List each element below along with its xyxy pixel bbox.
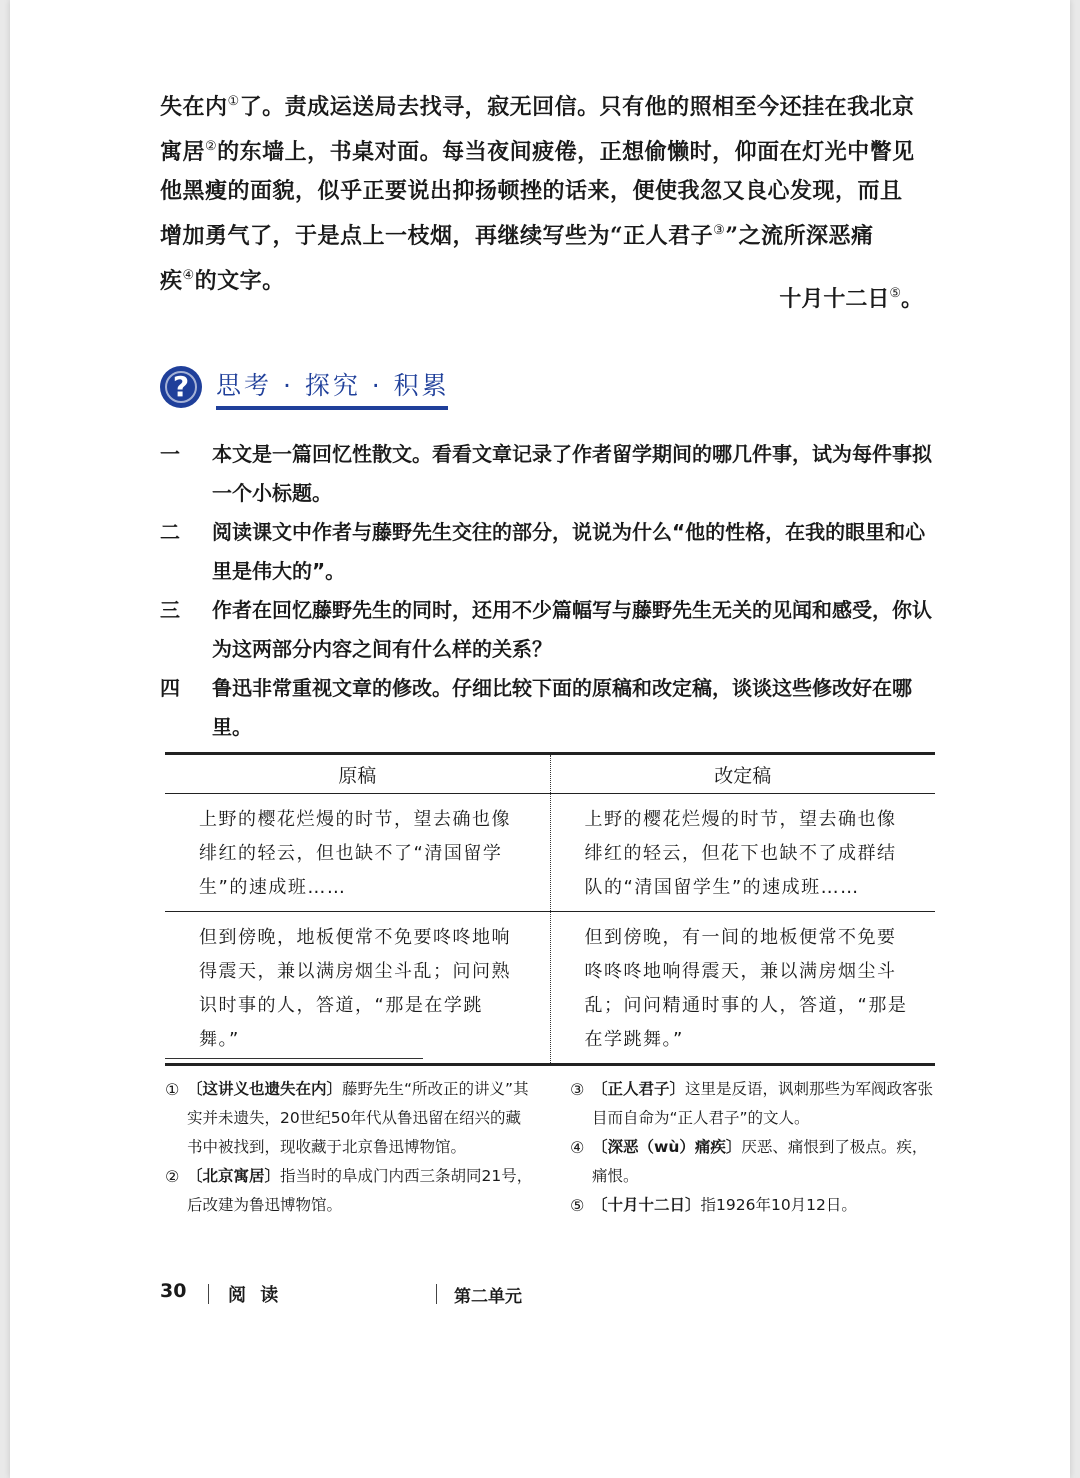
body-line (160, 211, 940, 256)
footnote-text: 厌恶、痛恨到了极点。疾，痛恨。 (592, 1138, 928, 1185)
question-number: 四 (160, 676, 180, 700)
section-header (160, 362, 460, 412)
table-cell-revised: 上野的樱花烂熳的时节，望去确也像绯红的轻云，但花下也缺不了成群结队的“清国留学生”的速成班…… (550, 794, 935, 912)
footnote-mark: ⑤ (570, 1196, 585, 1215)
footnote-item (570, 1075, 942, 1133)
body-line (160, 82, 940, 127)
footnote-mark: ② (165, 1167, 180, 1186)
question-number: 一 (160, 442, 180, 466)
footnote-item (570, 1133, 942, 1191)
table-row (165, 912, 935, 1065)
table-cell-original: 但到傍晚，地板便常不免要咚咚地响得震天，兼以满房烟尘斗乱；问问熟识时事的人，答道，“那是在学跳舞。” (165, 912, 550, 1065)
section-title-underline (216, 406, 448, 410)
body-text-span: 寓居 (160, 139, 206, 165)
footnote-mark: ④ (570, 1138, 585, 1157)
body-text-span: 的文字。 (194, 268, 285, 294)
footnote-column-right (570, 1075, 942, 1220)
table-cell-original: 上野的樱花烂熳的时节，望去确也像绯红的轻云，但也缺不了“清国留学生”的速成班…… (165, 794, 550, 912)
footnote-divider (165, 1058, 423, 1059)
footnote-column-left (165, 1075, 535, 1220)
section-title: 思考 · 探究 · 积累 (216, 371, 450, 400)
footer-section-label: 阅 读 (228, 1285, 283, 1306)
footnote-term: 〔正人君子〕 (592, 1080, 686, 1098)
footnote-body (187, 1162, 535, 1220)
footnote-ref[interactable]: ① (227, 94, 240, 109)
footnote-text: 藤野先生“所改正的讲义”其实并未遗失，20世纪50年代从鲁迅留在绍兴的藏书中被找到，现收藏于北京鲁迅博物馆。 (187, 1080, 529, 1156)
question-number: 三 (160, 598, 180, 622)
date-text: 十月十二日 (779, 286, 890, 312)
question-item (160, 435, 940, 513)
question-text: 阅读课文中作者与藤野先生交往的部分，说说为什么“他的性格，在我的眼里和心里是伟大的”。 (212, 520, 926, 583)
footer-divider (208, 1284, 209, 1304)
table-cell-revised: 但到傍晚，有一间的地板便常不免要咚咚咚地响得震天，兼以满房烟尘斗乱；问问精通时事的人，答道，“那是在学跳舞。” (550, 912, 935, 1065)
footer-divider (436, 1284, 437, 1304)
body-text-span: 增加勇气了，于是点上一枝烟，再继续写些为“正人君子 (160, 223, 714, 249)
column-header-revised: 改定稿 (550, 754, 935, 794)
question-item (160, 669, 940, 747)
footnote-term: 〔深恶（wù）痛疾〕 (592, 1138, 742, 1156)
footnote-item (165, 1075, 535, 1162)
draft-comparison-table (165, 752, 935, 1066)
footnote-ref[interactable]: ④ (182, 268, 195, 283)
footer-unit-label: 第二单元 (454, 1287, 522, 1307)
body-line (160, 127, 940, 172)
question-item (160, 591, 940, 669)
table-row (165, 794, 935, 912)
footnote-item (570, 1191, 942, 1220)
body-paragraph (160, 82, 940, 301)
footnote-ref[interactable]: ⑤ (889, 286, 901, 301)
footnote-item (165, 1162, 535, 1220)
footnote-ref[interactable]: ③ (713, 223, 726, 238)
column-header-original: 原稿 (165, 754, 550, 794)
footnote-body (592, 1133, 942, 1191)
body-text-span: 疾 (160, 268, 183, 294)
question-mark-icon: ? (160, 366, 202, 408)
question-text: 作者在回忆藤野先生的同时，还用不少篇幅写与藤野先生无关的见闻和感受，你认为这两部分内容之间有什么样的关系？ (212, 598, 932, 661)
body-text-span: 的东墙上，书桌对面。每当夜间疲倦，正想偷懒时，仰面在灯光中瞥见 (217, 139, 915, 165)
body-text-span: ”之流所深恶痛 (725, 223, 874, 249)
question-item (160, 513, 940, 591)
footnote-ref[interactable]: ② (205, 139, 218, 154)
footnote-mark: ① (165, 1080, 180, 1099)
textbook-page (10, 0, 1070, 1478)
footnote-text: 指当时的阜成门内西三条胡同21号，后改建为鲁迅博物馆。 (187, 1167, 533, 1214)
page-footer (160, 1280, 660, 1310)
footnote-mark: ③ (570, 1080, 585, 1099)
article-date (779, 282, 923, 313)
footnote-term: 〔这讲义也遗失在内〕 (187, 1080, 343, 1098)
footnote-text: 这里是反语，讽刺那些为军阀政客张目而自命为“正人君子”的文人。 (592, 1080, 934, 1127)
body-text-span: 了。责成运送局去找寻，寂无回信。只有他的照相至今还挂在我北京 (239, 94, 915, 120)
page-number: 30 (160, 1280, 187, 1302)
table-header-row (165, 754, 935, 794)
footnote-term: 〔北京寓居〕 (187, 1167, 281, 1185)
question-list (160, 435, 940, 747)
footnote-body (592, 1075, 942, 1133)
body-text-span: 失在内 (160, 94, 228, 120)
body-line: 他黑瘦的面貌，似乎正要说出抑扬顿挫的话来，便使我忽又良心发现，而且 (160, 178, 903, 204)
question-text: 鲁迅非常重视文章的修改。仔细比较下面的原稿和改定稿，谈谈这些修改好在哪里。 (212, 676, 912, 739)
question-text: 本文是一篇回忆性散文。看看文章记录了作者留学期间的哪几件事，试为每件事拟一个小标题。 (212, 442, 932, 505)
footnote-text: 指1926年10月12日。 (700, 1196, 857, 1214)
footnote-term: 〔十月十二日〕 (592, 1196, 701, 1214)
question-number: 二 (160, 520, 180, 544)
footnote-body (187, 1075, 535, 1162)
date-punct: 。 (900, 286, 923, 312)
footnote-body (592, 1191, 942, 1220)
